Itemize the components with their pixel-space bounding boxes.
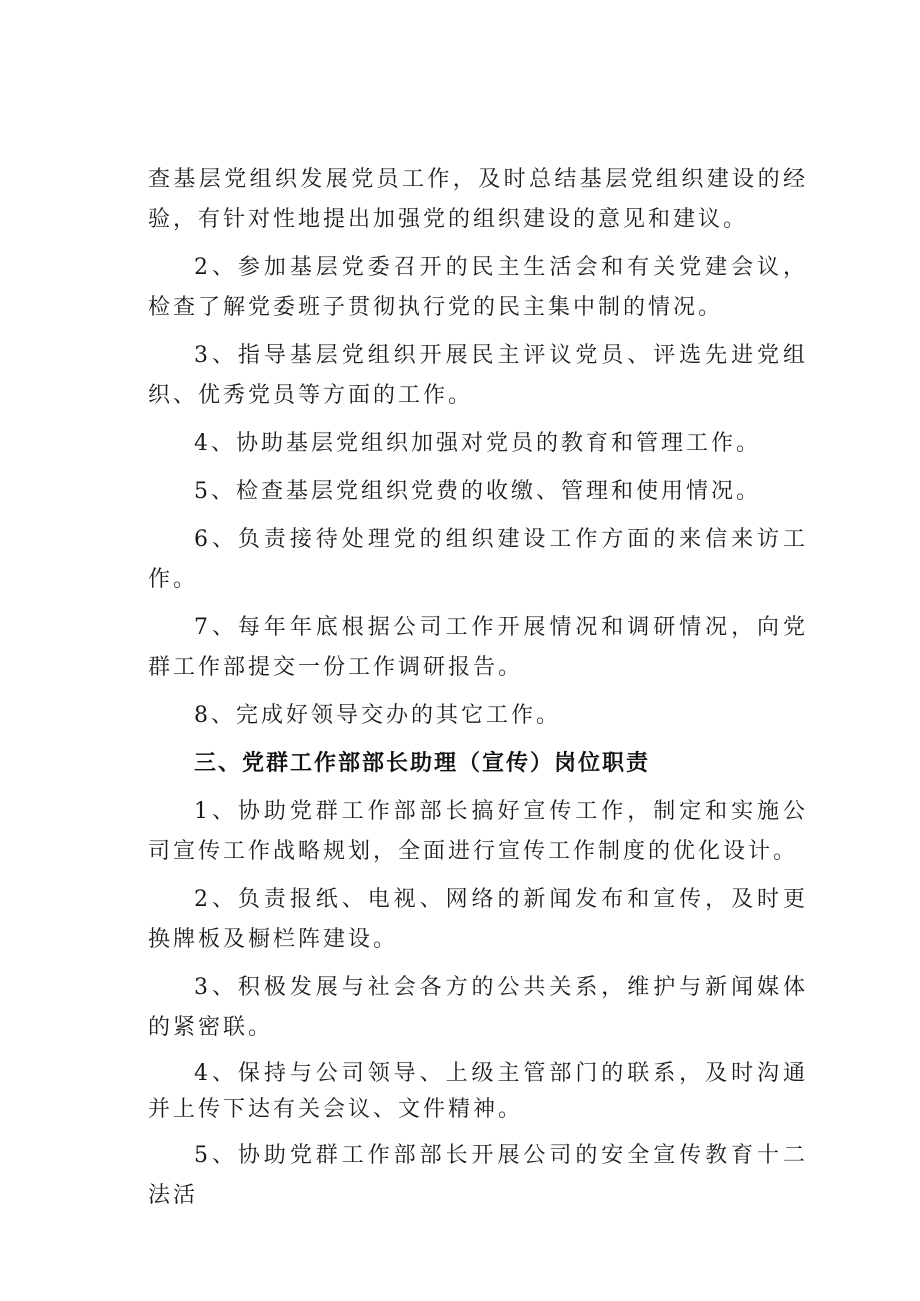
paragraph-item-6: 6、负责接待处理党的组织建设工作方面的来信来访工作。 [148,527,808,592]
paragraph-item-2: 2、参加基层党委召开的民主生活会和有关党建会议，检查了解党委班子贯彻执行党的民主集中制的情况。 [148,255,808,320]
paragraph-item-4: 4、协助基层党组织加强对党员的教育和管理工作。 [194,431,761,456]
document-body [148,160,808,1224]
paragraph-duty-5: 5、协助党群工作部部长开展公司的安全宣传教育十二法活 [148,1143,808,1208]
paragraph-item-5: 5、检查基层党组织党费的收缴、管理和使用情况。 [194,479,761,504]
paragraph-item-3: 3、指导基层党组织开展民主评议党员、评选先进党组织、优秀党员等方面的工作。 [148,343,808,408]
paragraph-item-8: 8、完成好领导交办的其它工作。 [194,703,561,728]
paragraph-duty-1: 1、协助党群工作部部长搞好宣传工作，制定和实施公司宣传工作战略规划，全面进行宣传工作制度的优化设计。 [148,799,808,864]
paragraph-duty-3: 3、积极发展与社会各方的公共关系，维护与新闻媒体的紧密联。 [148,975,808,1040]
section-heading: 三、党群工作部部长助理（宣传）岗位职责 [194,751,651,776]
paragraph-duty-2: 2、负责报纸、电视、网络的新闻发布和宣传，及时更换牌板及橱栏阵建设。 [148,887,808,952]
paragraph-continued: 查基层党组织发展党员工作，及时总结基层党组织建设的经验，有针对性地提出加强党的组织建设的意见和建议。 [148,167,808,232]
paragraph-duty-4: 4、保持与公司领导、上级主管部门的联系，及时沟通并上传下达有关会议、文件精神。 [148,1061,808,1122]
paragraph-item-7: 7、每年年底根据公司工作开展情况和调研情况，向党群工作部提交一份工作调研报告。 [148,615,808,680]
